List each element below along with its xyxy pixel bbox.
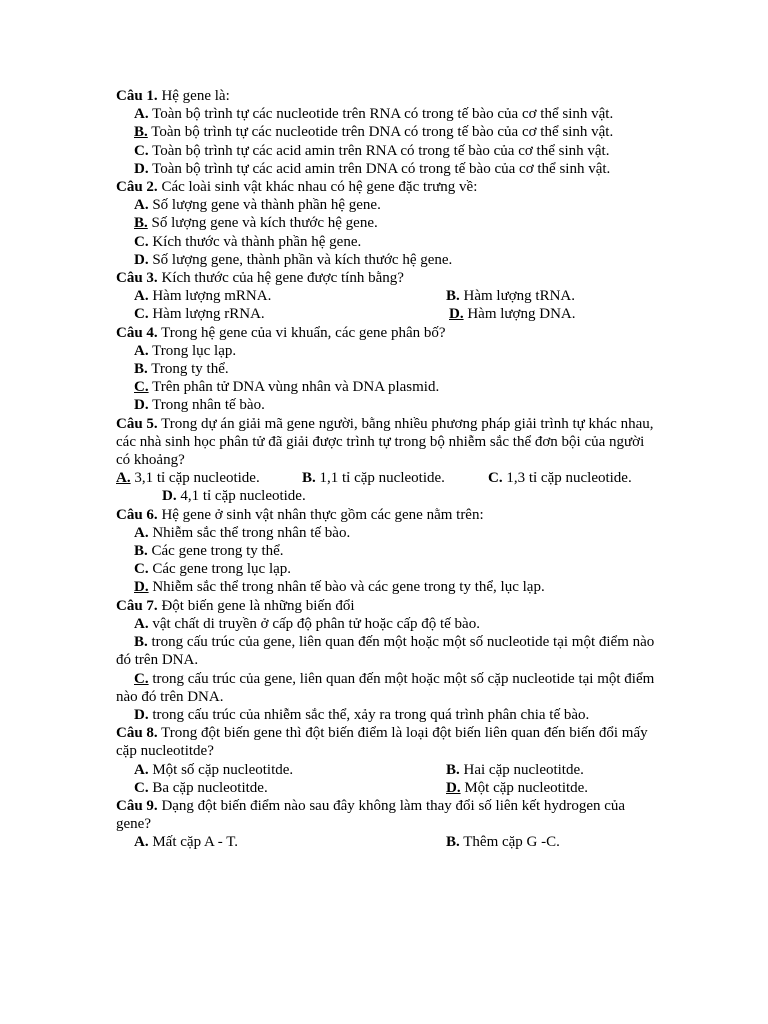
answer-key: C. [134,379,149,396]
option-key: A. [134,615,149,632]
question-number: Câu 8. [116,725,158,742]
question-text: Trong hệ gene của vi khuẩn, các gene phân bố? [157,324,446,341]
question-number: Câu 5. [116,415,158,432]
question-number: Câu 7. [116,597,158,614]
option-text: Trong ty thể. [147,361,229,378]
question-number: Câu 4. [116,324,158,341]
question-text: Hệ gene ở sinh vật nhân thực gồm các gene nằm trên: [157,506,484,523]
question-number: Câu 9. [116,797,158,814]
option-text: Số lượng gene và kích thước hệ gene. [147,215,378,232]
question-6 [116,506,656,597]
option-text: Kích thước và thành phần hệ gene. [148,233,362,250]
option-text: Hai cặp nucleotitde. [459,761,584,778]
option-text: Số lượng gene và thành phần hệ gene. [148,197,381,214]
option-text: trong cấu trúc của gene, liên quan đến một hoặc một số cặp nucleotide tại một điểm nào đó trên DNA. [116,670,655,705]
option-text: Trong lục lạp. [148,342,237,359]
option-text: Toàn bộ trình tự các acid amin trên DNA có trong tế bào của cơ thể sinh vật. [148,160,611,177]
option-text: Hàm lượng DNA. [463,306,576,323]
option-text: Một cặp nucleotitde. [460,779,589,796]
option-key: A. [134,197,149,214]
option-text: Ba cặp nucleotitde. [148,779,268,796]
option-text: 4,1 tỉ cặp nucleotide. [176,488,306,505]
option-key: C. [488,470,503,487]
option-key: B. [134,361,148,378]
option-text: Toàn bộ trình tự các nucleotide trên DNA có trong tế bào của cơ thể sinh vật. [147,124,614,141]
option-key: C. [134,306,149,323]
question-1 [116,87,656,178]
option-key: B. [134,543,148,560]
option-text: 1,3 tỉ cặp nucleotide. [502,470,632,487]
option-key: A. [134,834,149,851]
option-text: Số lượng gene, thành phần và kích thước hệ gene. [148,251,453,268]
option-text: Hàm lượng rRNA. [148,306,265,323]
option-text: Các gene trong lục lạp. [148,561,292,578]
question-number: Câu 2. [116,179,158,196]
option-key: B. [446,834,460,851]
option-text: Nhiễm sắc thể trong nhân tế bào. [148,524,351,541]
option-key: A. [134,106,149,123]
option-text: 3,1 tỉ cặp nucleotide. [130,470,260,487]
question-number: Câu 6. [116,506,158,523]
option-text: Hàm lượng tRNA. [459,288,575,305]
option-text: Trên phân tử DNA vùng nhân và DNA plasmid. [148,379,440,396]
option-key: D. [162,488,177,505]
option-text: trong cấu trúc của gene, liên quan đến một hoặc một số nucleotide tại một điểm nào đó trên DNA. [116,634,655,669]
option-text: Nhiễm sắc thể trong nhân tế bào và các gene trong ty thể, lục lạp. [148,579,545,596]
question-number: Câu 3. [116,270,158,287]
option-key: C. [134,779,149,796]
question-5 [116,415,656,506]
option-key: C. [134,233,149,250]
option-text: vật chất di truyền ở cấp độ phân tử hoặc cấp độ tế bào. [148,615,480,632]
question-text: Trong dự án giải mã gene người, bằng nhiều phương pháp giải trình tự khác nhau, các nhà sinh học phân tử đã giải được trình tự trong bộ nhiễm sắc thể đơn bội của người có khoảng? [116,415,654,469]
option-text: trong cấu trúc của nhiễm sắc thể, xảy ra trong quá trình phân chia tế bào. [148,706,590,723]
option-key: D. [134,397,149,414]
option-key: A. [134,524,149,541]
option-text: Toàn bộ trình tự các acid amin trên RNA có trong tế bào của cơ thể sinh vật. [148,142,610,159]
option-key: D. [134,251,149,268]
question-text: Đột biến gene là những biến đổi [157,597,355,614]
option-key: B. [446,761,460,778]
answer-key: B. [134,215,148,232]
answer-key: B. [134,124,148,141]
option-text: Toàn bộ trình tự các nucleotide trên RNA có trong tế bào của cơ thể sinh vật. [148,106,614,123]
question-number: Câu 1. [116,88,158,104]
question-text: Hệ gene là: [157,88,230,104]
question-text: Dạng đột biến điểm nào sau đây không làm thay đổi số liên kết hydrogen của gene? [116,797,626,833]
question-3 [116,269,656,324]
question-text: Các loài sinh vật khác nhau có hệ gene đặc trưng về: [157,179,478,196]
option-text: Một số cặp nucleotitde. [148,761,294,778]
answer-key: C. [134,670,149,687]
option-text: Trong nhân tế bào. [148,397,265,414]
question-2 [116,178,656,269]
question-7 [116,597,656,724]
question-9 [116,797,656,852]
option-text: Mất cặp A - T. [148,834,239,851]
answer-key: D. [134,579,149,596]
option-text: Thêm cặp G -C. [459,834,560,851]
question-text: Kích thước của hệ gene được tính bằng? [157,270,404,287]
option-key: A. [134,761,149,778]
option-key: A. [134,288,149,305]
option-key: C. [134,561,149,578]
answer-key: D. [446,779,461,796]
option-key: A. [134,342,149,359]
question-4 [116,324,656,415]
quiz-content [116,87,656,852]
option-key: B. [134,634,148,651]
option-text: Hàm lượng mRNA. [148,288,272,305]
question-text: Trong đột biến gene thì đột biến điểm là loại đột biến liên quan đến biến đổi mấy cặp nucleotitde? [116,725,648,760]
option-key: C. [134,142,149,159]
option-key: B. [446,288,460,305]
option-key: D. [134,160,149,177]
option-text: 1,1 tỉ cặp nucleotide. [315,470,445,487]
answer-key: A. [116,470,131,487]
answer-key: D. [449,306,464,323]
option-text: Các gene trong ty thể. [147,543,284,560]
option-key: B. [302,470,316,487]
option-key: D. [134,706,149,723]
question-8 [116,724,656,797]
